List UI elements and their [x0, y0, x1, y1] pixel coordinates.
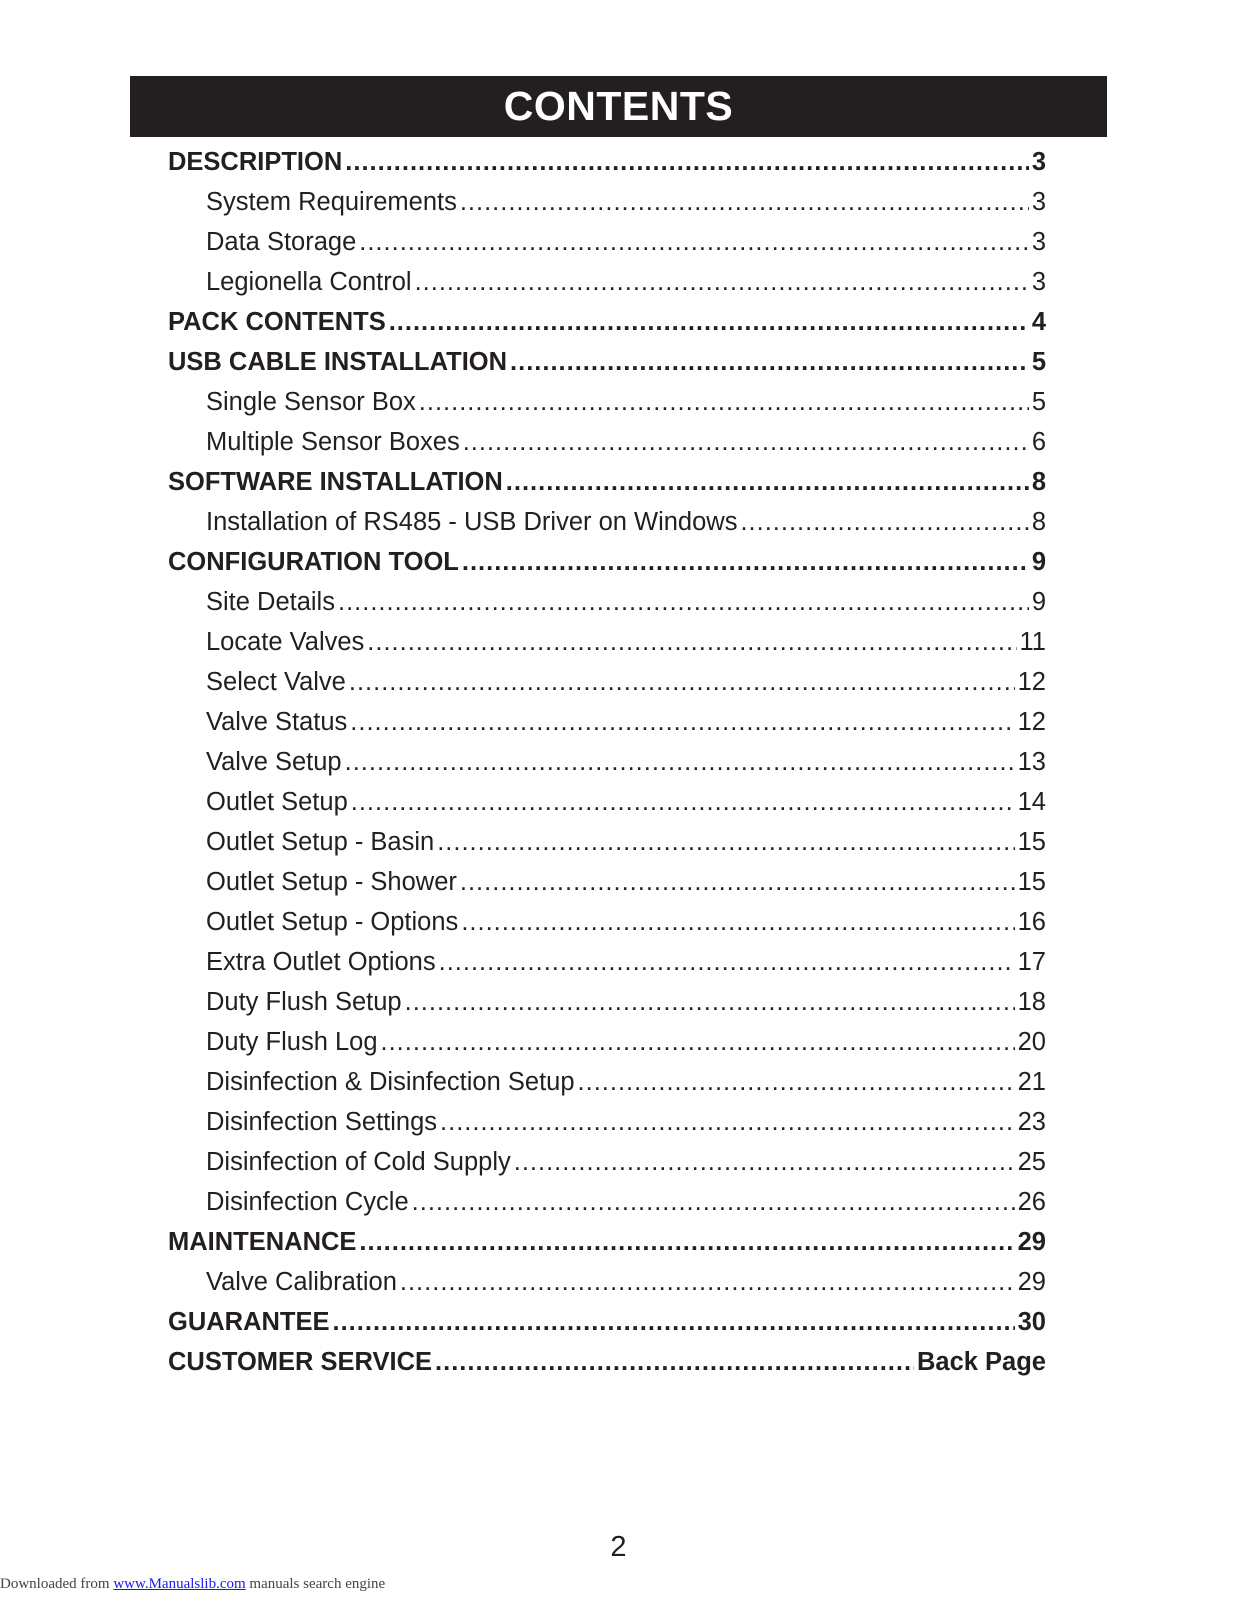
toc-entry-label: Single Sensor Box: [206, 388, 416, 416]
toc-entry-label: Valve Calibration: [206, 1268, 397, 1296]
toc-subsection-entry: [168, 382, 1046, 422]
toc-dot-leader: [412, 1182, 1015, 1222]
toc-entry-page: 20: [1017, 1028, 1046, 1056]
toc-subsection-entry: [168, 1262, 1046, 1302]
toc-dot-leader: [351, 782, 1015, 822]
toc-dot-leader: [419, 382, 1029, 422]
toc-dot-leader: [405, 982, 1015, 1022]
toc-entry-page: 3: [1031, 228, 1046, 256]
toc-subsection-entry: [168, 742, 1046, 782]
toc-section-entry: [168, 1342, 1046, 1382]
toc-entry-label: GUARANTEE: [168, 1308, 330, 1336]
toc-entry-label: Outlet Setup - Basin: [206, 828, 435, 856]
toc-entry-label: CUSTOMER SERVICE: [168, 1348, 433, 1376]
toc-entry-page: 15: [1017, 868, 1046, 896]
toc-section-entry: [168, 342, 1046, 382]
toc-subsection-entry: [168, 262, 1046, 302]
toc-entry-page: 18: [1017, 988, 1046, 1016]
toc-dot-leader: [506, 462, 1029, 502]
toc-entry-label: Data Storage: [206, 228, 357, 256]
toc-entry-page: 17: [1017, 948, 1046, 976]
toc-entry-page: 26: [1017, 1188, 1046, 1216]
toc-section-entry: [168, 542, 1046, 582]
toc-entry-page: 16: [1017, 908, 1046, 936]
toc-dot-leader: [439, 942, 1015, 982]
toc-subsection-entry: [168, 182, 1046, 222]
toc-entry-page: 6: [1031, 428, 1046, 456]
toc-entry-label: Duty Flush Log: [206, 1028, 378, 1056]
toc-entry-label: Outlet Setup: [206, 788, 348, 816]
toc-entry-page: Back Page: [917, 1348, 1046, 1376]
toc-subsection-entry: [168, 222, 1046, 262]
toc-dot-leader: [578, 1062, 1015, 1102]
toc-entry-page: 8: [1031, 468, 1046, 496]
toc-entry-page: 9: [1031, 548, 1046, 576]
toc-entry-label: Valve Status: [206, 708, 348, 736]
toc-section-entry: [168, 1222, 1046, 1262]
toc-entry-page: 3: [1031, 268, 1046, 296]
toc-entry-page: 5: [1031, 348, 1046, 376]
toc-dot-leader: [381, 1022, 1015, 1062]
toc-dot-leader: [338, 582, 1029, 622]
toc-dot-leader: [437, 822, 1014, 862]
toc-entry-page: 30: [1017, 1308, 1046, 1336]
toc-entry-page: 12: [1017, 668, 1046, 696]
toc-subsection-entry: [168, 662, 1046, 702]
toc-entry-label: Locate Valves: [206, 628, 365, 656]
toc-entry-label: Outlet Setup - Options: [206, 908, 459, 936]
footer-prefix: Downloaded from: [0, 1576, 114, 1592]
toc-subsection-entry: [168, 1022, 1046, 1062]
page-number: 2: [610, 1531, 627, 1563]
toc-dot-leader: [460, 862, 1015, 902]
toc-entry-label: DESCRIPTION: [168, 148, 343, 176]
toc-entry-label: CONFIGURATION TOOL: [168, 548, 459, 576]
toc-section-entry: [168, 462, 1046, 502]
toc-dot-leader: [514, 1142, 1015, 1182]
toc-entry-page: 23: [1017, 1108, 1046, 1136]
toc-dot-leader: [415, 262, 1029, 302]
toc-entry-label: Select Valve: [206, 668, 346, 696]
toc-dot-leader: [460, 182, 1029, 222]
toc-subsection-entry: [168, 942, 1046, 982]
toc-dot-leader: [367, 622, 1016, 662]
toc-entry-label: Disinfection Settings: [206, 1108, 438, 1136]
page-title: CONTENTS: [503, 83, 734, 129]
toc-entry-page: 8: [1031, 508, 1046, 536]
toc-entry-page: 11: [1019, 628, 1046, 656]
toc-subsection-entry: [168, 862, 1046, 902]
toc-subsection-entry: [168, 822, 1046, 862]
toc-subsection-entry: [168, 1182, 1046, 1222]
toc-dot-leader: [440, 1102, 1015, 1142]
table-of-contents: [168, 142, 1046, 1382]
footer-suffix: manuals search engine: [245, 1576, 386, 1592]
toc-subsection-entry: [168, 782, 1046, 822]
toc-entry-label: Extra Outlet Options: [206, 948, 436, 976]
toc-entry-label: Multiple Sensor Boxes: [206, 428, 460, 456]
toc-subsection-entry: [168, 582, 1046, 622]
toc-section-entry: [168, 142, 1046, 182]
toc-subsection-entry: [168, 702, 1046, 742]
toc-entry-label: Installation of RS485 - USB Driver on Windows: [206, 508, 738, 536]
toc-entry-page: 3: [1031, 188, 1046, 216]
toc-subsection-entry: [168, 622, 1046, 662]
toc-dot-leader: [389, 302, 1029, 342]
toc-dot-leader: [333, 1302, 1015, 1342]
toc-entry-label: Site Details: [206, 588, 335, 616]
toc-dot-leader: [463, 422, 1029, 462]
toc-dot-leader: [462, 542, 1029, 582]
toc-dot-leader: [350, 702, 1014, 742]
toc-entry-label: Valve Setup: [206, 748, 342, 776]
toc-entry-page: 12: [1017, 708, 1046, 736]
manualslib-link[interactable]: www.Manualslib.com: [113, 1576, 246, 1592]
toc-entry-label: PACK CONTENTS: [168, 308, 386, 336]
download-footer: [0, 1576, 385, 1593]
toc-subsection-entry: [168, 502, 1046, 542]
toc-dot-leader: [400, 1262, 1015, 1302]
toc-entry-page: 4: [1031, 308, 1046, 336]
toc-entry-page: 9: [1031, 588, 1046, 616]
toc-dot-leader: [345, 142, 1029, 182]
toc-section-entry: [168, 302, 1046, 342]
toc-entry-label: USB CABLE INSTALLATION: [168, 348, 508, 376]
toc-subsection-entry: [168, 982, 1046, 1022]
toc-entry-label: Legionella Control: [206, 268, 412, 296]
toc-dot-leader: [349, 662, 1015, 702]
toc-entry-label: Duty Flush Setup: [206, 988, 402, 1016]
toc-entry-label: Disinfection & Disinfection Setup: [206, 1068, 575, 1096]
toc-entry-page: 29: [1017, 1228, 1046, 1256]
toc-entry-label: SOFTWARE INSTALLATION: [168, 468, 503, 496]
toc-dot-leader: [740, 502, 1028, 542]
toc-entry-label: Disinfection Cycle: [206, 1188, 409, 1216]
toc-entry-page: 21: [1017, 1068, 1046, 1096]
toc-entry-page: 15: [1017, 828, 1046, 856]
toc-entry-label: Disinfection of Cold Supply: [206, 1148, 511, 1176]
toc-entry-page: 5: [1031, 388, 1046, 416]
toc-entry-label: MAINTENANCE: [168, 1228, 357, 1256]
toc-section-entry: [168, 1302, 1046, 1342]
toc-entry-label: Outlet Setup - Shower: [206, 868, 457, 896]
toc-dot-leader: [345, 742, 1015, 782]
toc-dot-leader: [359, 222, 1029, 262]
toc-subsection-entry: [168, 1142, 1046, 1182]
toc-subsection-entry: [168, 1062, 1046, 1102]
toc-dot-leader: [435, 1342, 914, 1382]
contents-banner: [130, 76, 1107, 137]
toc-entry-label: System Requirements: [206, 188, 457, 216]
toc-entry-page: 13: [1017, 748, 1046, 776]
toc-subsection-entry: [168, 422, 1046, 462]
toc-subsection-entry: [168, 902, 1046, 942]
toc-entry-page: 14: [1017, 788, 1046, 816]
toc-dot-leader: [359, 1222, 1014, 1262]
toc-subsection-entry: [168, 1102, 1046, 1142]
toc-dot-leader: [510, 342, 1029, 382]
toc-entry-page: 3: [1031, 148, 1046, 176]
toc-entry-page: 25: [1017, 1148, 1046, 1176]
toc-dot-leader: [461, 902, 1014, 942]
toc-entry-page: 29: [1017, 1268, 1046, 1296]
